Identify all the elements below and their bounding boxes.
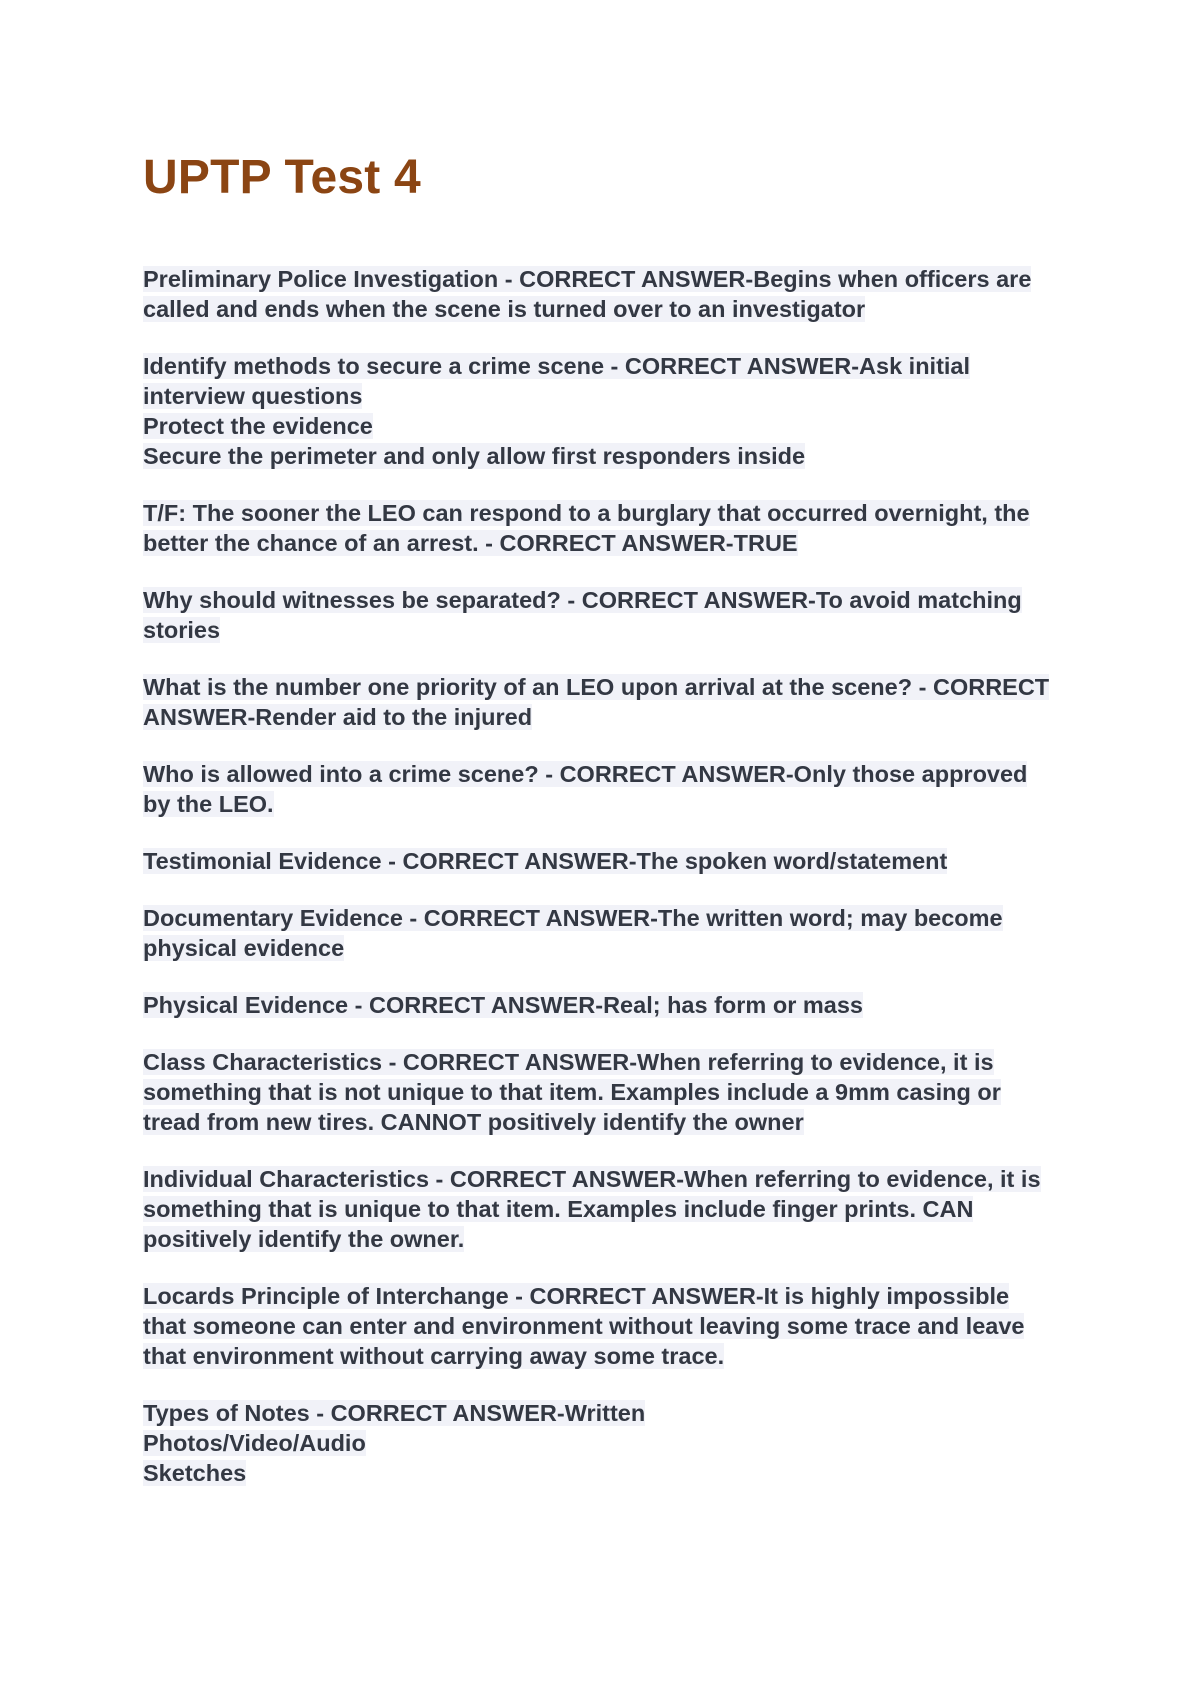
document-title: UPTP Test 4 [143,151,421,204]
qa-line [143,1311,1063,1341]
qa-line [143,585,1063,615]
qa-line [143,933,1063,963]
qa-line [143,441,1063,471]
qa-item [143,264,1063,324]
qa-line-text: something that is unique to that item. Examples include finger prints. CAN [143,1196,974,1222]
qa-line-text: better the chance of an arrest. - CORRECT ANSWER-TRUE [143,530,798,556]
document-page [143,150,1063,1515]
qa-item [143,846,1063,876]
qa-line-text: Why should witnesses be separated? - CORRECT ANSWER-To avoid matching [143,587,1022,613]
qa-item [143,903,1063,963]
qa-line-text: Identify methods to secure a crime scene - CORRECT ANSWER-Ask initial [143,353,971,379]
qa-line-text: Class Characteristics - CORRECT ANSWER-When referring to evidence, it is [143,1049,994,1075]
qa-line-text: Sketches [143,1460,247,1486]
qa-line-text: Types of Notes - CORRECT ANSWER-Written [143,1400,646,1426]
qa-line-text: Locards Principle of Interchange - CORRECT ANSWER-It is highly impossible [143,1283,1010,1309]
qa-item [143,1047,1063,1137]
qa-line [143,1428,1063,1458]
qa-item [143,990,1063,1020]
qa-item [143,585,1063,645]
qa-line-text: What is the number one priority of an LEO upon arrival at the scene? - CORRECT [143,674,1050,700]
qa-line [143,1194,1063,1224]
qa-item [143,1281,1063,1371]
qa-line [143,990,1063,1020]
qa-line [143,264,1063,294]
qa-line-text: Documentary Evidence - CORRECT ANSWER-The written word; may become [143,905,1003,931]
qa-item [143,1164,1063,1254]
qa-line-text: Secure the perimeter and only allow first responders inside [143,443,806,469]
qa-line [143,1341,1063,1371]
qa-item [143,672,1063,732]
qa-line-text: ANSWER-Render aid to the injured [143,704,533,730]
qa-line [143,1458,1063,1488]
qa-item [143,351,1063,471]
qa-line [143,1077,1063,1107]
qa-line [143,1224,1063,1254]
qa-line-text: tread from new tires. CANNOT positively identify the owner [143,1109,804,1135]
qa-line [143,1047,1063,1077]
qa-line [143,1281,1063,1311]
qa-line [143,498,1063,528]
qa-line-text: T/F: The sooner the LEO can respond to a burglary that occurred overnight, the [143,500,1030,526]
qa-line-text: interview questions [143,383,363,409]
qa-line-text: Who is allowed into a crime scene? - CORRECT ANSWER-Only those approved [143,761,1028,787]
qa-line-text: Protect the evidence [143,413,373,439]
qa-line-text: that environment without carrying away some trace. [143,1343,725,1369]
qa-line-text: that someone can enter and environment without leaving some trace and leave [143,1313,1025,1339]
qa-line [143,903,1063,933]
qa-line [143,759,1063,789]
qa-line-text: positively identify the owner. [143,1226,465,1252]
qa-line-text: by the LEO. [143,791,274,817]
qa-line [143,294,1063,324]
qa-line-text: Photos/Video/Audio [143,1430,366,1456]
qa-line [143,1164,1063,1194]
qa-line-text: stories [143,617,221,643]
qa-line [143,1398,1063,1428]
qa-line [143,702,1063,732]
qa-line [143,528,1063,558]
qa-line [143,1107,1063,1137]
qa-line [143,615,1063,645]
qa-line-text: Preliminary Police Investigation - CORRECT ANSWER-Begins when officers are [143,266,1032,292]
qa-line-text: Physical Evidence - CORRECT ANSWER-Real; has form or mass [143,992,863,1018]
qa-item [143,759,1063,819]
qa-line [143,381,1063,411]
qa-line [143,789,1063,819]
qa-line [143,411,1063,441]
qa-line-text: physical evidence [143,935,345,961]
qa-line [143,672,1063,702]
qa-item [143,498,1063,558]
qa-list [143,264,1063,1488]
qa-line [143,846,1063,876]
qa-line-text: Individual Characteristics - CORRECT ANSWER-When referring to evidence, it is [143,1166,1041,1192]
qa-line-text: something that is not unique to that item. Examples include a 9mm casing or [143,1079,1001,1105]
qa-item [143,1398,1063,1488]
qa-line [143,351,1063,381]
qa-line-text: Testimonial Evidence - CORRECT ANSWER-The spoken word/statement [143,848,948,874]
qa-line-text: called and ends when the scene is turned over to an investigator [143,296,866,322]
